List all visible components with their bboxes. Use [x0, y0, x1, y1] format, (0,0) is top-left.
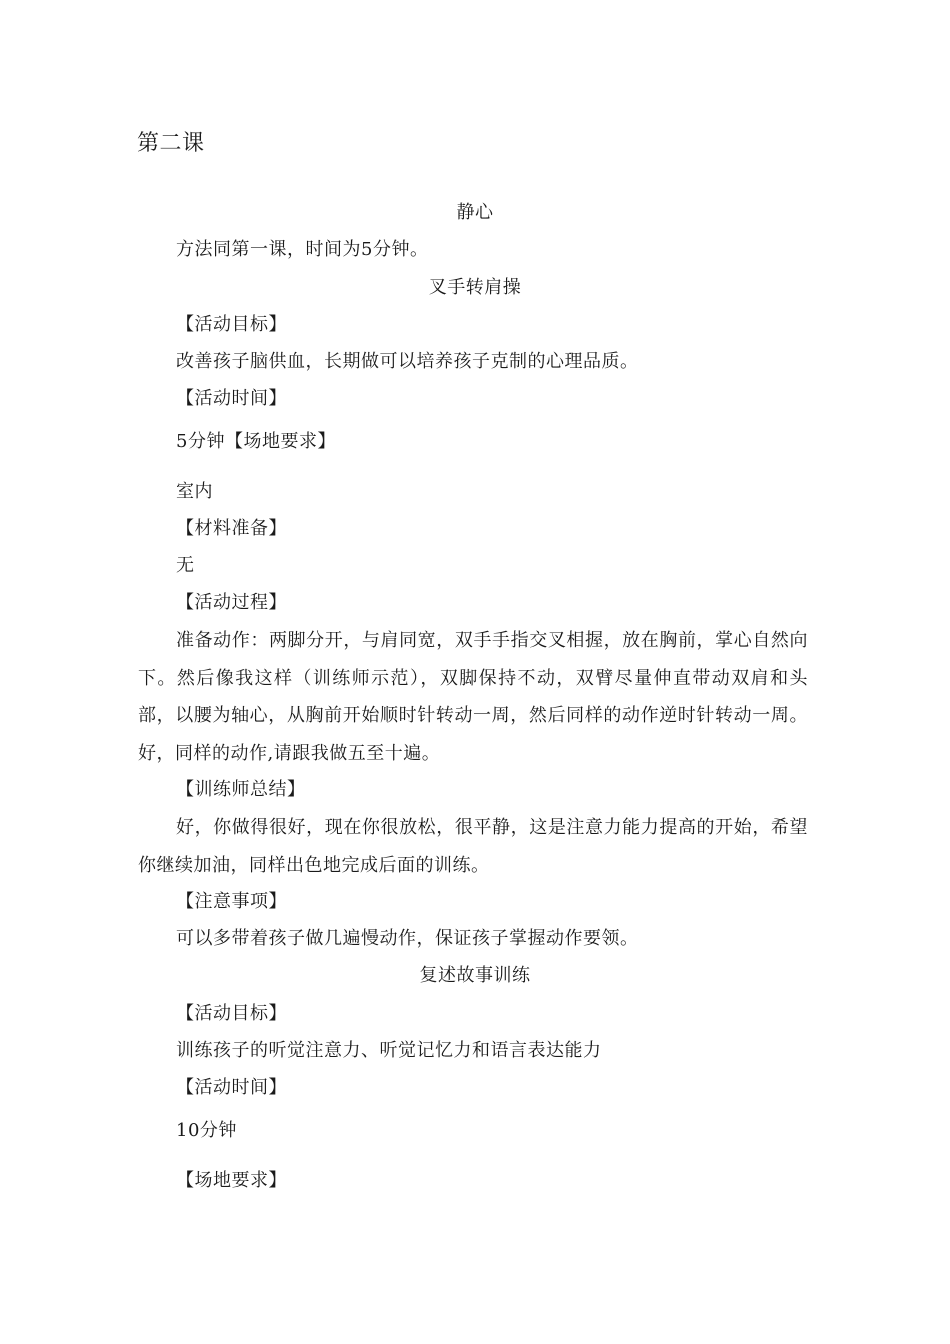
goal-text-2: 训练孩子的听觉注意力、听觉记忆力和语言表达能力: [176, 1040, 602, 1061]
section-heading-shoulder-exercise: 叉手转肩操: [428, 277, 522, 298]
time-text-2: 10分钟: [176, 1120, 237, 1141]
time-venue-line: 5分钟【场地要求】: [176, 431, 336, 452]
calm-text: 方法同第一课，时间为5分钟。: [176, 239, 429, 260]
time-label: 【活动时间】: [176, 388, 287, 409]
goal-text: 改善孩子脑供血，长期做可以培养孩子克制的心理品质。: [176, 351, 639, 372]
venue-label-2: 【场地要求】: [176, 1170, 287, 1191]
lesson-title: 第二课: [137, 131, 205, 156]
section-heading-story-retelling: 复述故事训练: [419, 965, 531, 986]
section-heading-calm: 静心: [456, 202, 494, 223]
time-label-2: 【活动时间】: [176, 1077, 287, 1098]
goal-label: 【活动目标】: [176, 314, 287, 335]
process-text: 准备动作：两脚分开，与肩同宽，双手手指交叉相握，放在胸前，掌心自然向下。然后像我这样（训练师示范），双脚保持不动，双臂尽量伸直带动双肩和头部，以腰为轴心，从胸前开始顺时针转动一周，然后同样的动作逆时针转动一周。好，同样的动作,请跟我做五至十遍。: [138, 630, 808, 764]
goal-label-2: 【活动目标】: [176, 1003, 287, 1024]
summary-text: 好，你做得很好，现在你很放松，很平静，这是注意力能力提高的开始，希望你继续加油，同样出色地完成后面的训练。: [138, 817, 808, 876]
summary-label: 【训练师总结】: [176, 779, 306, 800]
notes-label: 【注意事项】: [176, 891, 287, 912]
notes-text: 可以多带着孩子做几遍慢动作，保证孩子掌握动作要领。: [176, 928, 639, 949]
process-label: 【活动过程】: [176, 592, 287, 613]
venue-text: 室内: [176, 481, 213, 502]
materials-label: 【材料准备】: [176, 518, 287, 539]
materials-text: 无: [176, 555, 195, 576]
